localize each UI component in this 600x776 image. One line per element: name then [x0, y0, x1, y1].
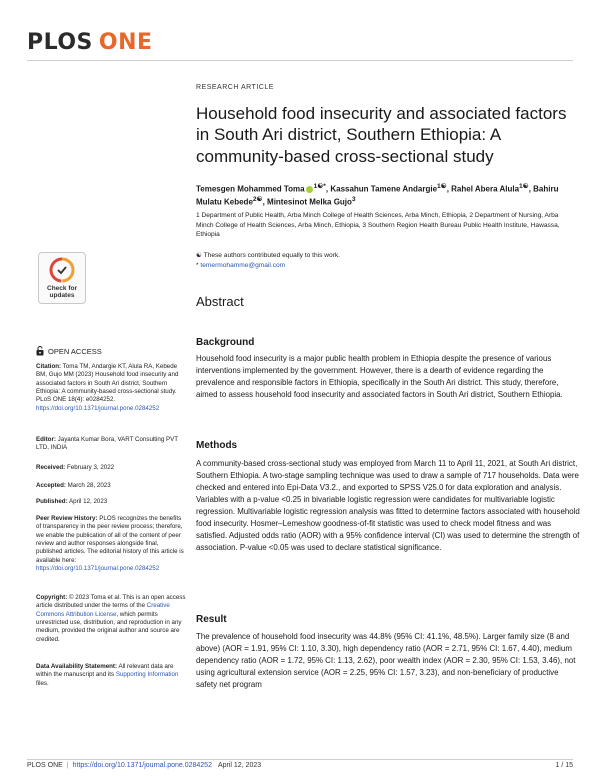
background-text: Household food insecurity is a major public health problem in Ethiopia despite the presence of various interventions implemented by the government. However, there is a dearth of evidence regarding the prevalence and responsible factors in Ethiopia, specifically in the South Ari district. This study, therefore, aimed to assess household food insecurity and associated factors in South Ari district, Southern Ethiopia.: [196, 354, 563, 400]
page-footer: [27, 762, 573, 769]
check-updates-icon: [49, 257, 75, 283]
background-heading: Background: [196, 337, 255, 348]
author-name[interactable]: Temesgen Mohammed Toma: [196, 184, 305, 194]
corresponding-email-link[interactable]: temermohamme@gmail.com: [200, 261, 286, 269]
journal-logo-one: ONE: [98, 30, 153, 55]
article-title: Household food insecurity and associated factors in South Ari district, Southern Ethiopia: A community-based cross-sectional study: [196, 104, 567, 166]
citation-text: Toma TM, Andargie KT, Alula RA, Kebede BM, Gujo MM (2023) Household food insecurity and associated factors in South Ari district, Southern Ethiopia: A community-based cross-sectional study. PLoS ONE 18(4): e0284252.: [36, 363, 179, 404]
author-notes: [196, 251, 340, 271]
article-type: RESEARCH ARTICLE: [196, 84, 274, 91]
check-updates-line2: updates: [49, 292, 75, 300]
published-label: Published:: [36, 498, 68, 505]
author-name[interactable]: , Kassahun Tamene Andargie: [325, 184, 438, 194]
published-date: April 12, 2023: [69, 498, 108, 505]
abstract-heading: Abstract: [196, 294, 244, 309]
copyright-label: Copyright:: [36, 594, 68, 601]
footer-divider: [27, 759, 573, 760]
published-block: [36, 498, 186, 506]
author-list: [196, 182, 581, 209]
peer-review-text: PLOS recognizes the benefits of transparency in the peer review process; therefore, we enable the publication of all of the content of peer review and author responses alongside final, published articles. The editorial history of this article is available here:: [36, 515, 184, 564]
footer-doi-link[interactable]: https://doi.org/10.1371/journal.pone.0284252: [72, 762, 212, 769]
data-availability-block: [36, 663, 186, 688]
copyright-text: © 2023 Toma et al. This is an open access article distributed under the terms of the: [36, 594, 186, 610]
copyright-block: [36, 594, 186, 644]
data-availability-text-cont: files.: [36, 679, 49, 687]
orcid-icon[interactable]: [306, 186, 313, 193]
result-heading: Result: [196, 614, 227, 625]
editor-text: Jayanta Kumar Bora, VART Consulting PVT LTD, INDIA: [36, 436, 178, 452]
journal-logo-plos: PLOS: [27, 30, 93, 55]
citation-label: Citation:: [36, 363, 62, 370]
author-name[interactable]: , Rahel Abera Alula: [446, 184, 520, 194]
author-sup: 1☯: [519, 183, 529, 190]
email-prefix: *: [196, 261, 201, 269]
author-name[interactable]: , Bahiru Mulatu Kebede: [196, 184, 559, 207]
editor-block: [36, 436, 186, 453]
author-name[interactable]: , Mintesinot Melka Gujo: [262, 197, 352, 207]
peer-review-label: Peer Review History:: [36, 515, 98, 522]
accepted-label: Accepted:: [36, 482, 66, 489]
methods-heading: Methods: [196, 440, 238, 451]
accepted-block: [36, 482, 186, 490]
open-access-text: OPEN ACCESS: [48, 346, 102, 356]
peer-review-block: [36, 515, 186, 574]
journal-logo[interactable]: [27, 30, 153, 55]
author-sup: 1☯*: [313, 183, 326, 190]
license-link[interactable]: Creative Commons Attribution License: [36, 602, 170, 618]
footer-journal: PLOS ONE: [27, 762, 63, 769]
check-updates-label: [47, 285, 77, 299]
received-block: [36, 464, 186, 472]
citation-block: [36, 363, 186, 413]
open-lock-icon: [36, 346, 44, 356]
received-label: Received:: [36, 464, 66, 471]
supporting-info-link[interactable]: Supporting Information: [115, 671, 179, 679]
data-availability-text: All relevant data are within the manuscript and its: [36, 663, 174, 679]
check-for-updates-badge[interactable]: [38, 252, 86, 304]
header-divider: [27, 60, 573, 61]
equal-contribution-note: ☯ These authors contributed equally to this work.: [196, 252, 340, 259]
author-sup: 2☯: [252, 196, 263, 204]
peer-review-doi-link[interactable]: https://doi.org/10.1371/journal.pone.0284252: [36, 565, 160, 573]
check-updates-line1: Check for: [47, 285, 77, 292]
author-sup: 3: [351, 196, 356, 204]
received-date: February 3, 2022: [66, 464, 115, 471]
affiliations: 1 Department of Public Health, Arba Minch College of Health Sciences, Arba Minch, Ethiopia, 2 Department of Nursing, Arba Minch College of Health Sciences, Arba Minch, Ethiopia, 3 Southern Region Health Bureau Public Health Institute, Hawassa, Ethiopia: [196, 212, 560, 239]
corresponding-email-line: [196, 261, 340, 271]
footer-date: April 12, 2023: [217, 762, 262, 769]
accepted-date: March 28, 2023: [67, 482, 111, 489]
author-sup: 1☯: [437, 183, 447, 190]
page-number: 1 / 15: [555, 762, 573, 769]
methods-text: A community-based cross-sectional study was employed from March 11 to April 11, 2021, at South Ari district, Southern Ethiopia. A two-stage sampling technique was used to draw a sample of 717 households. Data were checked and entered into Epi-Data V3.2., and exported to SPSS V25.0 for data exploration and analysis. Variables with a p-value <0.25 in bivariable logistic regression were candidates for multivariable logistic regression. Multivariable logistic regression analysis was fitted to determine factors associated with household food insecurity. Hosmer–Lemeshow goodness-of-fit statistic was used to check model fitness and was satisfied. Adjusted odds ratio (AOR) with a 95% confidence interval (CI) was used to determine the strength of association. P-value <0.05 was used to declare statistical significance.: [196, 459, 580, 553]
data-availability-label: Data Availability Statement:: [36, 663, 118, 670]
footer-separator: |: [66, 762, 69, 769]
open-access-label: [36, 346, 102, 356]
copyright-text-cont: , which permits unrestricted use, distribution, and reproduction in any medium, provided the original author and source are credited.: [36, 610, 182, 643]
editor-label: Editor:: [36, 436, 56, 443]
citation-doi-link[interactable]: https://doi.org/10.1371/journal.pone.0284252: [36, 404, 160, 412]
result-text: The prevalence of household food insecurity was 44.8% (95% CI: 41.1%, 48.5%). Larger family size (8 and above) (AOR = 1.91, 95% CI: 1.10, 3.30), high dependency ratio (AOR = 2.71, 95% CI: 1.67, 4.40), medium dependency ratio (AOR = 1.72, 95% CI: 1.13, 2.62), poor wealth index (AOR = 2.30, 95% CI: 1.53, 3.46), not using agricultural extension service (AOR = 2.25, 95% CI: 1.57, 3.23), and non-beneficiary of productive safety net program: [196, 632, 576, 690]
